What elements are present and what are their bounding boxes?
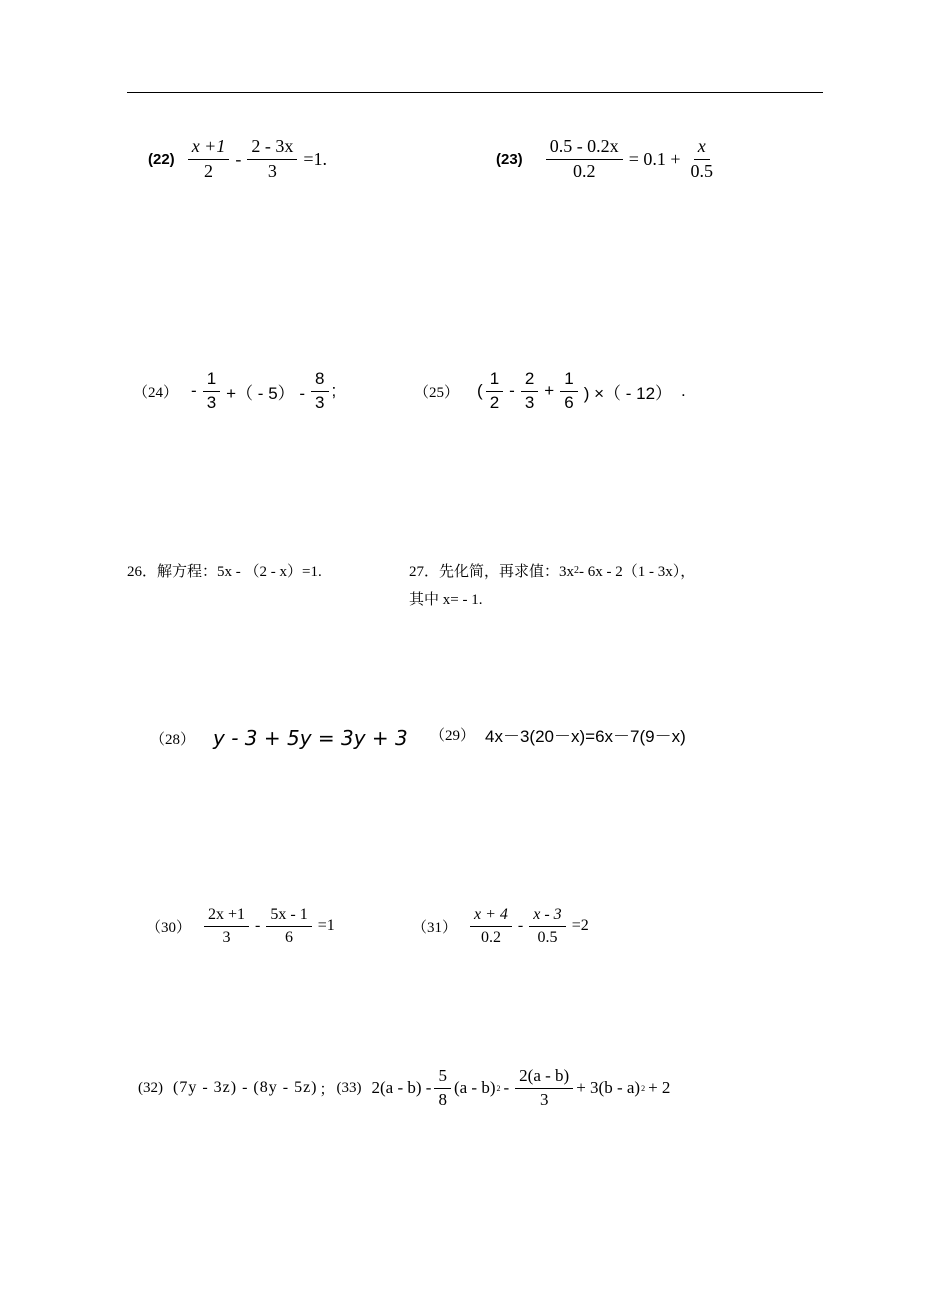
close-and-multiply: ) ×（ - 12） bbox=[583, 383, 673, 403]
operator: - bbox=[509, 381, 515, 401]
operator: - bbox=[191, 381, 197, 401]
separator: ； bbox=[319, 1081, 335, 1098]
exponent: 2 bbox=[496, 1083, 501, 1093]
denominator: 6 bbox=[285, 928, 294, 946]
equation: y - 3 + 5y = 3y + 3 bbox=[213, 726, 408, 750]
numerator: x bbox=[694, 137, 710, 160]
period: . bbox=[681, 381, 686, 401]
numerator: x + 4 bbox=[470, 906, 512, 927]
problem-28 bbox=[150, 726, 408, 750]
problem-31 bbox=[412, 906, 592, 946]
expression: (7y - 3z) - (8y - 5z) bbox=[173, 1079, 318, 1097]
fraction bbox=[515, 1067, 573, 1109]
expression-part: + 3(b - a) bbox=[576, 1078, 641, 1098]
fraction bbox=[247, 137, 297, 182]
problem-27-line-1 bbox=[409, 560, 695, 581]
numerator: 5 bbox=[434, 1067, 451, 1089]
denominator: 2 bbox=[204, 160, 213, 181]
problem-label: （29） bbox=[430, 728, 476, 744]
fraction bbox=[266, 906, 311, 946]
denominator: 0.5 bbox=[690, 160, 713, 181]
operator: - bbox=[517, 917, 524, 935]
numerator: 5x - 1 bbox=[266, 906, 311, 927]
numerator: 1 bbox=[203, 370, 220, 392]
fraction bbox=[204, 906, 249, 946]
denominator: 0.2 bbox=[480, 928, 501, 946]
equation-rhs: =1 bbox=[317, 917, 335, 935]
fraction bbox=[311, 370, 328, 412]
open-paren: ( bbox=[477, 381, 483, 401]
operator: + bbox=[544, 381, 555, 401]
fraction bbox=[188, 137, 230, 182]
problem-27-line-2 bbox=[409, 588, 482, 609]
denominator: 3 bbox=[524, 392, 535, 412]
denominator: 3 bbox=[315, 392, 325, 412]
operator: - bbox=[235, 148, 242, 169]
denominator: 6 bbox=[564, 392, 574, 412]
problem-24 bbox=[133, 370, 336, 412]
problem-label: (33) bbox=[336, 1079, 362, 1096]
problem-text-cont: - 6x - 2（1 - 3x）， bbox=[579, 564, 696, 580]
problem-29 bbox=[430, 722, 686, 747]
problem-label: （30） bbox=[146, 919, 192, 936]
fraction bbox=[203, 370, 220, 412]
problem-26 bbox=[127, 560, 322, 581]
equation-middle: = 0.1 + bbox=[628, 148, 681, 169]
numerator: x - 3 bbox=[529, 906, 565, 927]
equation-rhs: =1. bbox=[303, 148, 327, 169]
denominator: 3 bbox=[222, 928, 231, 946]
problem-label: （31） bbox=[412, 919, 458, 936]
denominator: 3 bbox=[267, 160, 277, 181]
problem-label: （28） bbox=[150, 731, 196, 748]
problem-label: （25） bbox=[414, 384, 460, 401]
problem-condition: 其中 x= - 1. bbox=[409, 592, 483, 608]
problem-label: （24） bbox=[133, 384, 179, 401]
problem-text: 26．解方程：5x - （2 - x）=1. bbox=[127, 564, 322, 580]
numerator: 2 bbox=[521, 370, 538, 392]
problem-30 bbox=[146, 906, 338, 946]
problem-label: (32) bbox=[138, 1079, 163, 1096]
numerator: 2(a - b) bbox=[515, 1067, 573, 1089]
fraction bbox=[560, 370, 577, 412]
fraction bbox=[529, 906, 565, 946]
numerator: 1 bbox=[560, 370, 577, 392]
fraction bbox=[521, 370, 538, 412]
numerator: 8 bbox=[311, 370, 328, 392]
equation: 4x－3(20－x)=6x－7(9－x) bbox=[485, 727, 686, 746]
fraction bbox=[486, 370, 503, 412]
denominator: 2 bbox=[489, 392, 500, 412]
problem-label: (23) bbox=[496, 150, 523, 168]
problem-label: (22) bbox=[148, 150, 175, 168]
denominator: 0.5 bbox=[537, 928, 558, 946]
fraction bbox=[434, 1067, 451, 1109]
numerator: 1 bbox=[486, 370, 503, 392]
fraction bbox=[546, 137, 623, 182]
expression-middle: +（ - 5） - bbox=[226, 383, 306, 403]
denominator: 3 bbox=[539, 1089, 549, 1109]
numerator: 2 - 3x bbox=[247, 137, 297, 160]
expression-part: (a - b) bbox=[453, 1078, 496, 1098]
fraction bbox=[470, 906, 512, 946]
expression-part: + 2 bbox=[648, 1078, 671, 1098]
problem-22 bbox=[148, 137, 330, 182]
problem-32-33 bbox=[138, 1067, 673, 1109]
exponent: 2 bbox=[641, 1083, 646, 1093]
expression-part: 2(a - b) - bbox=[371, 1078, 432, 1098]
denominator: 3 bbox=[206, 392, 217, 412]
operator: - bbox=[255, 917, 261, 935]
numerator: 0.5 - 0.2x bbox=[546, 137, 623, 160]
header-rule bbox=[127, 92, 823, 93]
numerator: x +1 bbox=[188, 137, 230, 160]
problem-23 bbox=[496, 137, 720, 182]
problem-25 bbox=[414, 370, 686, 412]
denominator: 8 bbox=[438, 1089, 447, 1109]
fraction bbox=[687, 137, 718, 182]
equation-rhs: =2 bbox=[571, 917, 589, 935]
semicolon: ; bbox=[331, 381, 337, 401]
operator: - bbox=[503, 1078, 510, 1098]
denominator: 0.2 bbox=[572, 160, 596, 181]
numerator: 2x +1 bbox=[204, 906, 249, 927]
exponent: 2 bbox=[574, 565, 580, 576]
problem-text: 27．先化简，再求值：3x bbox=[409, 564, 575, 580]
